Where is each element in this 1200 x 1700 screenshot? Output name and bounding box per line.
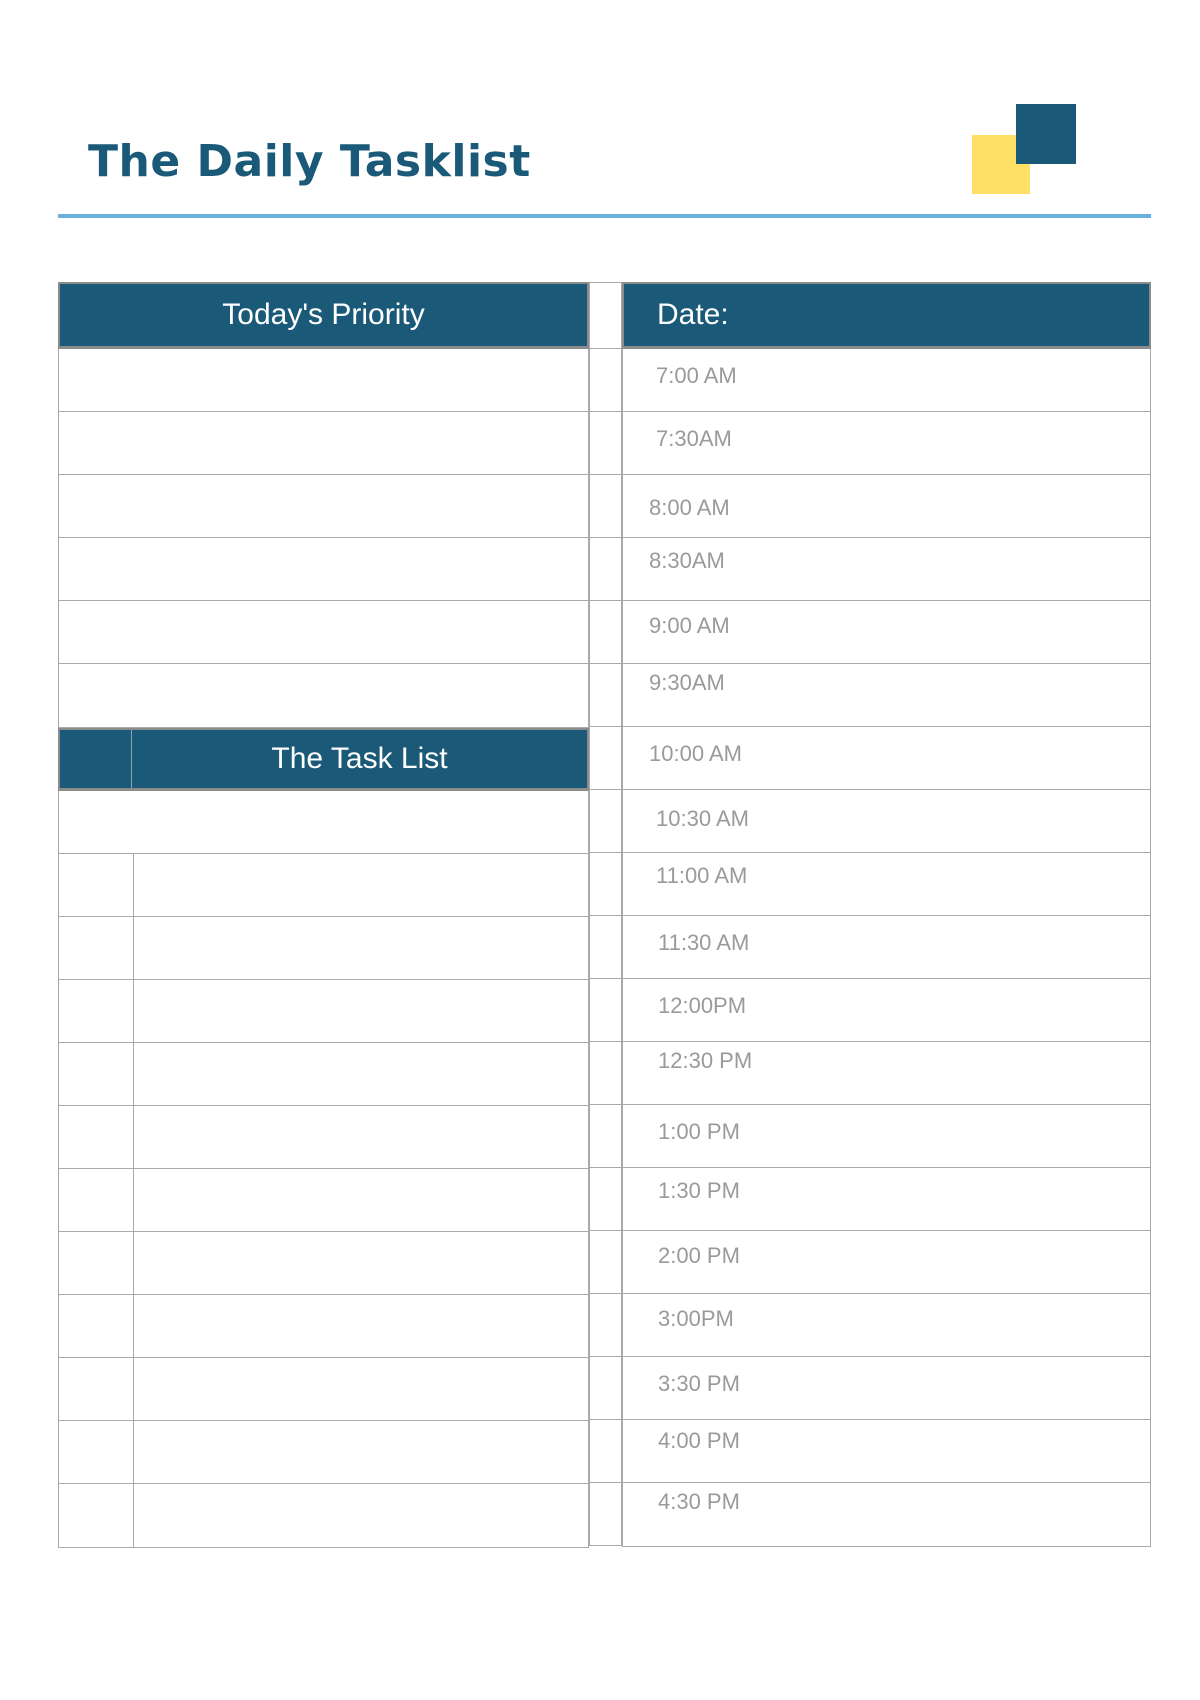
gutter-cell — [589, 1357, 622, 1420]
task-row[interactable] — [59, 1421, 588, 1484]
time-slot-label: 10:00 AM — [649, 741, 742, 766]
task-row[interactable] — [59, 1169, 588, 1232]
time-slot-row[interactable] — [623, 1357, 1150, 1420]
gutter-cell — [589, 979, 622, 1042]
task-list-header — [58, 728, 589, 791]
gutter-cell — [589, 727, 622, 790]
right-column — [622, 282, 1151, 1547]
gutter-cell — [589, 601, 622, 664]
priority-row[interactable] — [59, 475, 588, 538]
gutter-cell — [589, 538, 622, 601]
priority-row[interactable] — [59, 601, 588, 664]
task-row[interactable] — [59, 917, 588, 980]
task-row[interactable] — [59, 1358, 588, 1421]
priority-row[interactable] — [59, 538, 588, 601]
time-slot-label: 4:30 PM — [658, 1489, 740, 1514]
gutter-column — [589, 282, 622, 1546]
time-slot-row[interactable] — [623, 412, 1150, 475]
time-slot-label: 2:00 PM — [658, 1243, 740, 1268]
task-list-header-label: The Task List — [271, 742, 448, 775]
gutter-cell — [589, 282, 622, 349]
task-checkbox[interactable] — [59, 917, 134, 979]
time-slot-row[interactable] — [623, 1231, 1150, 1294]
task-row[interactable] — [59, 791, 588, 854]
time-slot-row[interactable] — [623, 1042, 1150, 1105]
gutter-cell — [589, 349, 622, 412]
task-row[interactable] — [59, 1484, 588, 1547]
time-slot-row[interactable] — [623, 538, 1150, 601]
time-slot-row[interactable] — [623, 790, 1150, 853]
time-slot-row[interactable] — [623, 727, 1150, 790]
time-slot-label: 10:30 AM — [656, 806, 749, 831]
time-slot-row[interactable] — [623, 1294, 1150, 1357]
gutter-cell — [589, 916, 622, 979]
time-slot-label: 8:30AM — [649, 548, 725, 573]
priority-header-label: Today's Priority — [222, 298, 425, 331]
time-slot-label: 7:30AM — [656, 426, 732, 451]
gutter-cell — [589, 1231, 622, 1294]
title-divider — [58, 214, 1151, 218]
left-column — [58, 282, 589, 1548]
time-slot-label: 1:00 PM — [658, 1119, 740, 1144]
time-slot-label: 3:30 PM — [658, 1371, 740, 1396]
priority-row[interactable] — [59, 412, 588, 475]
time-slot-label: 7:00 AM — [656, 363, 737, 388]
gutter-cell — [589, 1042, 622, 1105]
time-slot-label: 9:00 AM — [649, 613, 730, 638]
task-checkbox[interactable] — [59, 1358, 134, 1420]
time-slot-row[interactable] — [623, 349, 1150, 412]
task-checkbox[interactable] — [59, 1295, 134, 1357]
task-list — [58, 791, 589, 1548]
time-slot-label: 1:30 PM — [658, 1178, 740, 1203]
gutter-cell — [589, 853, 622, 916]
time-slot-label: 8:00 AM — [649, 495, 730, 520]
priority-list — [58, 349, 589, 728]
gutter-cell — [589, 790, 622, 853]
date-header — [622, 282, 1151, 349]
gutter-cell — [589, 664, 622, 727]
time-slot-row[interactable] — [623, 979, 1150, 1042]
task-checkbox[interactable] — [59, 1484, 134, 1547]
gutter-cell — [589, 1105, 622, 1168]
time-slot-row[interactable] — [623, 1105, 1150, 1168]
task-checkbox[interactable] — [59, 1043, 134, 1105]
time-slot-row[interactable] — [623, 664, 1150, 727]
time-slot-row[interactable] — [623, 853, 1150, 916]
task-row[interactable] — [59, 1043, 588, 1106]
time-slot-label: 3:00PM — [658, 1306, 734, 1331]
gutter-cell — [589, 412, 622, 475]
time-slot-row[interactable] — [623, 475, 1150, 538]
priority-header — [58, 282, 589, 349]
time-slot-label: 12:00PM — [658, 993, 747, 1018]
gutter-cell — [589, 1483, 622, 1546]
task-checkbox[interactable] — [59, 1421, 134, 1483]
time-slot-label: 4:00 PM — [658, 1428, 740, 1453]
task-checkbox[interactable] — [59, 1106, 134, 1168]
time-slot-row[interactable] — [623, 1483, 1150, 1546]
decor-square-blue — [1016, 104, 1076, 164]
task-checkbox[interactable] — [59, 980, 134, 1042]
page-title: The Daily Tasklist — [88, 136, 531, 187]
time-slot-label: 9:30AM — [649, 670, 725, 695]
time-slot-row[interactable] — [623, 1420, 1150, 1483]
priority-row[interactable] — [59, 664, 588, 727]
task-checkbox[interactable] — [59, 1169, 134, 1231]
task-checkbox[interactable] — [59, 1232, 134, 1294]
time-slot-row[interactable] — [623, 916, 1150, 979]
time-slot-label: 11:00 AM — [656, 863, 748, 888]
task-checkbox[interactable] — [59, 854, 134, 916]
date-header-label: Date: — [657, 298, 729, 331]
task-check-header — [60, 730, 132, 788]
task-row[interactable] — [59, 1232, 588, 1295]
gutter-cell — [589, 1420, 622, 1483]
time-slot-label: 11:30 AM — [658, 930, 750, 955]
gutter-cell — [589, 1168, 622, 1231]
gutter-cell — [589, 1294, 622, 1357]
schedule-list — [622, 349, 1151, 1547]
task-row[interactable] — [59, 1106, 588, 1169]
task-row[interactable] — [59, 1295, 588, 1358]
task-row[interactable] — [59, 854, 588, 917]
task-row[interactable] — [59, 980, 588, 1043]
time-slot-row[interactable] — [623, 601, 1150, 664]
time-slot-row[interactable] — [623, 1168, 1150, 1231]
gutter-cell — [589, 475, 622, 538]
time-slot-label: 12:30 PM — [658, 1048, 753, 1073]
priority-row[interactable] — [59, 349, 588, 412]
